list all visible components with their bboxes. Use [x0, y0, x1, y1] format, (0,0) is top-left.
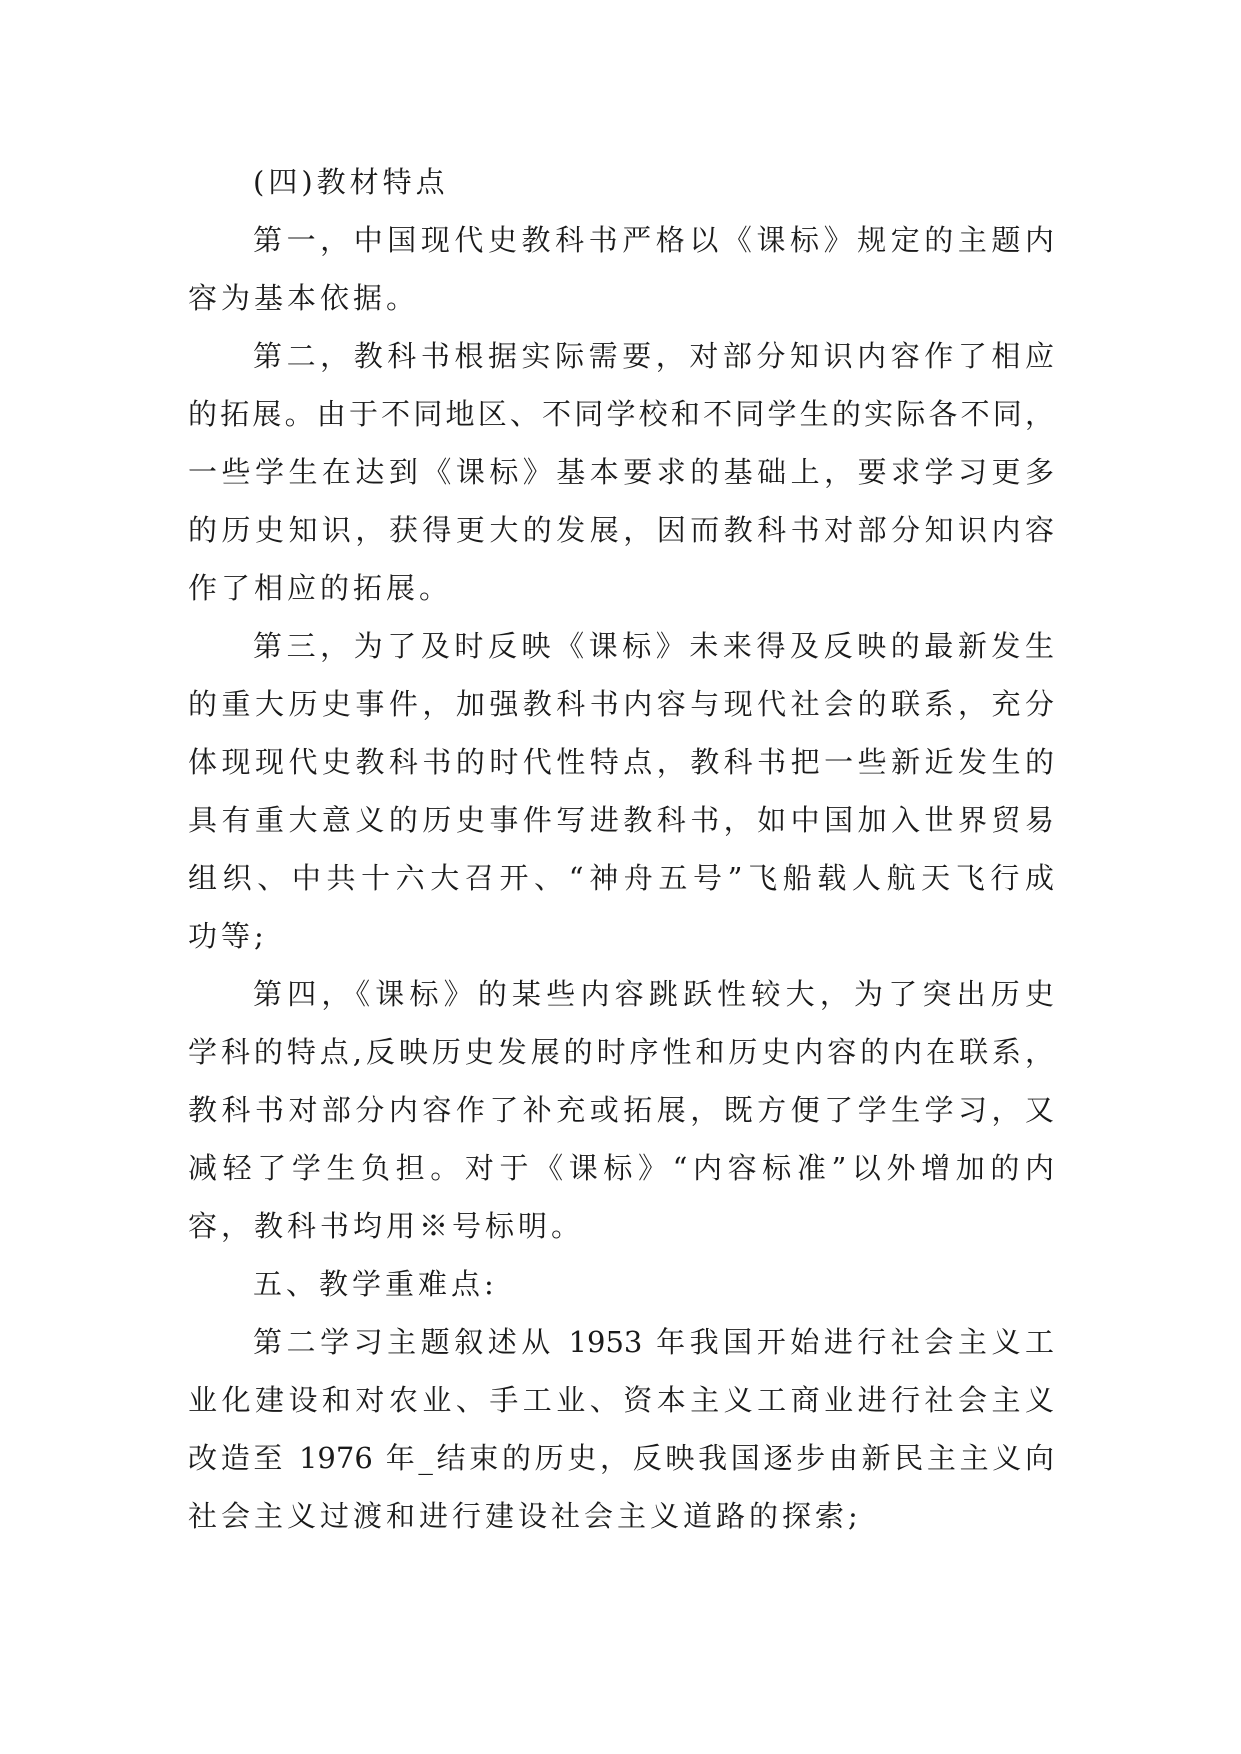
paragraph-line: 教科书对部分内容作了补充或拓展，既方便了学生学习，又	[188, 1093, 1054, 1127]
paragraph-line: 功等;	[188, 919, 268, 953]
paragraph-line: 具有重大意义的历史事件写进教科书，如中国加入世界贸易	[188, 803, 1054, 837]
paragraph-line: 容，教科书均用※号标明。	[188, 1209, 585, 1243]
paragraph-line: 的拓展。由于不同地区、不同学校和不同学生的实际各不同，	[188, 397, 1054, 431]
paragraph-line: 第四，《课标》的某些内容跳跃性较大，为了突出历史	[253, 977, 1054, 1011]
paragraph-line: 体现现代史教科书的时代性特点，教科书把一些新近发生的	[188, 745, 1054, 779]
paragraph-line: 一些学生在达到《课标》基本要求的基础上，要求学习更多	[188, 455, 1054, 489]
paragraph-line: 第二学习主题叙述从 1953 年我国开始进行社会主义工	[253, 1325, 1054, 1359]
paragraph-line: 减轻了学生负担。对于《课标》“内容标准”以外增加的内	[188, 1151, 1054, 1185]
paragraph-line: 的重大历史事件，加强教科书内容与现代社会的联系，充分	[188, 687, 1054, 721]
paragraph-line: 容为基本依据。	[188, 281, 420, 315]
paragraph-line: 社会主义过渡和进行建设社会主义道路的探索;	[188, 1499, 862, 1533]
paragraph-line: 业化建设和对农业、手工业、资本主义工商业进行社会主义	[188, 1383, 1054, 1417]
paragraph-line: 学科的特点,反映历史发展的时序性和历史内容的内在联系，	[188, 1035, 1054, 1069]
paragraph-line: 第三，为了及时反映《课标》未来得及反映的最新发生	[253, 629, 1054, 663]
paragraph-line: 的历史知识，获得更大的发展，因而教科书对部分知识内容	[188, 513, 1054, 547]
paragraph-line: 改造至 1976 年_结束的历史，反映我国逐步由新民主主义向	[188, 1441, 1054, 1475]
section-heading: (四)教材特点	[253, 165, 449, 199]
paragraph-line: 第一，中国现代史教科书严格以《课标》规定的主题内	[253, 223, 1054, 257]
paragraph-line: 作了相应的拓展。	[188, 571, 453, 605]
paragraph-line: 第二，教科书根据实际需要，对部分知识内容作了相应	[253, 339, 1054, 373]
section-heading: 五、教学重难点:	[253, 1267, 498, 1301]
paragraph-line: 组织、中共十六大召开、“神舟五号”飞船载人航天飞行成	[188, 861, 1054, 895]
